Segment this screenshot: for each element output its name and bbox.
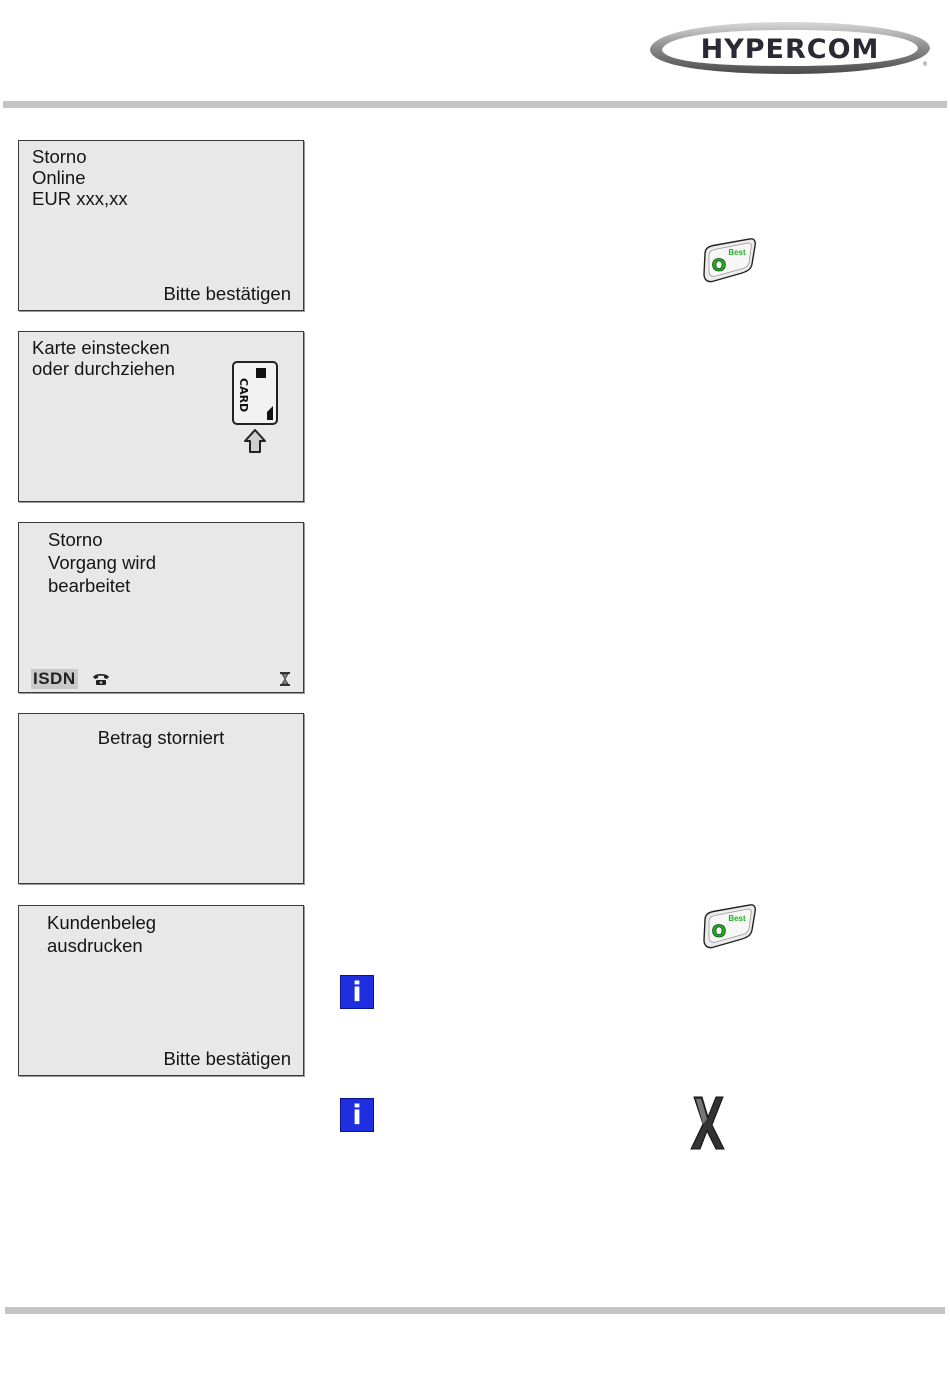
display-line: Betrag storniert xyxy=(97,727,225,748)
svg-text:®: ® xyxy=(922,61,928,68)
confirm-key-icon xyxy=(700,238,758,284)
terminal-display-kundenbeleg xyxy=(18,905,304,1076)
display-footer: Bitte bestätigen xyxy=(163,1048,291,1069)
footer-divider xyxy=(5,1307,945,1314)
terminal-display-storno-online xyxy=(18,140,304,311)
display-line: Karte einstecken xyxy=(32,337,170,358)
phone-icon xyxy=(92,672,110,686)
display-line: Online xyxy=(32,167,86,188)
cancel-x-icon xyxy=(688,1095,726,1151)
connection-status: ISDN xyxy=(33,669,76,688)
display-line: EUR xxx,xx xyxy=(32,188,128,209)
display-line: bearbeitet xyxy=(48,575,131,596)
header-divider xyxy=(3,101,947,108)
confirm-key-symbol: O xyxy=(711,922,727,942)
info-icon: i xyxy=(340,1098,374,1132)
terminal-display-bearbeitet xyxy=(18,522,304,693)
display-line: Storno xyxy=(32,146,87,167)
info-icon: i xyxy=(340,975,374,1009)
confirm-key-icon xyxy=(700,904,758,950)
display-line: Storno xyxy=(48,529,103,550)
card-icon xyxy=(231,360,279,456)
hourglass-icon xyxy=(279,671,291,687)
display-line: Kundenbeleg xyxy=(47,912,157,933)
display-line: oder durchziehen xyxy=(32,358,175,379)
confirm-key-symbol: O xyxy=(711,256,727,276)
confirm-key-label: Best xyxy=(728,248,746,257)
logo-text: HYPERCOM xyxy=(700,34,880,65)
hypercom-logo xyxy=(644,20,934,76)
display-line: Vorgang wird xyxy=(48,552,156,573)
display-footer: Bitte bestätigen xyxy=(163,283,291,304)
terminal-display-storniert xyxy=(18,713,304,884)
display-line: ausdrucken xyxy=(47,935,143,956)
terminal-display-karte xyxy=(18,331,304,502)
arrow-up-icon xyxy=(245,430,265,452)
confirm-key-label: Best xyxy=(728,914,746,923)
card-label: CARD xyxy=(237,378,250,413)
